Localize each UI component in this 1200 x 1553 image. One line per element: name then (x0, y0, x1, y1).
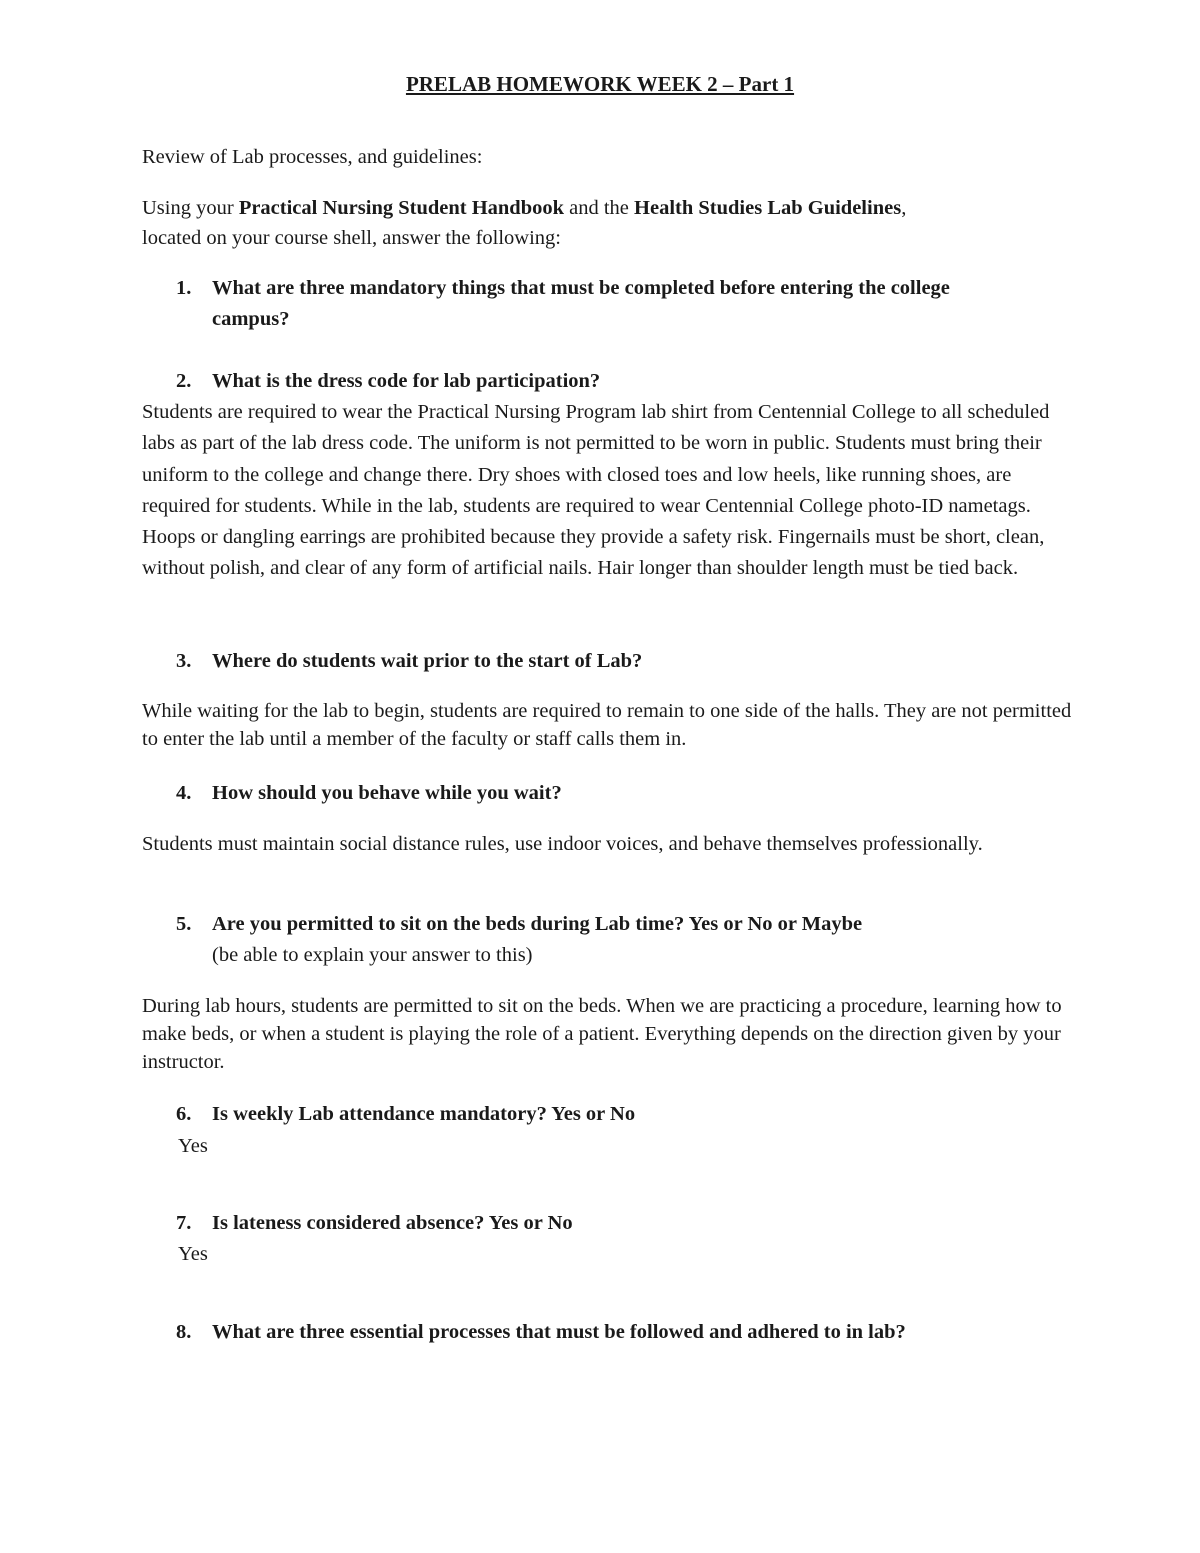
question-text: What are three essential processes that must be followed and adhered to in lab? (212, 1321, 906, 1343)
question-4 (176, 778, 1076, 809)
intro-comma: , (901, 197, 907, 219)
question-text: What are three mandatory things that must be completed before entering the college (212, 277, 950, 299)
question-3 (176, 646, 1076, 677)
answer-6: Yes (178, 1135, 208, 1157)
question-2 (176, 366, 1076, 397)
question-text: What is the dress code for lab participation? (212, 370, 601, 392)
question-text: Is weekly Lab attendance mandatory? Yes or No (212, 1103, 636, 1125)
answer-5: During lab hours, students are permitted to sit on the beds. When we are practicing a procedure, learning how to make beds, or when a student is playing the role of a patient. Everything depends on the direction given by your instructor. (142, 995, 1062, 1073)
intro-instructions (142, 193, 1072, 253)
question-number: 5. (176, 913, 192, 935)
answer-4: Students must maintain social distance rules, use indoor voices, and behave themselves professionally. (142, 833, 983, 855)
answer-2: Students are required to wear the Practical Nursing Program lab shirt from Centennial College to all scheduled labs as part of the lab dress code. The uniform is not permitted to be worn in public. Students must bring their uniform to the college and change there. Dry shoes with closed toes and low heels, like running shoes, are required for students. While in the lab, students are required to wear Centennial College photo-ID nametags. Hoops or dangling earrings are prohibited because they provide a safety risk. Fingernails must be short, clean, without polish, and clear of any form of artificial nails. Hair longer than shoulder length must be tied back. (142, 401, 1050, 580)
handbook-name: Practical Nursing Student Handbook (238, 197, 565, 219)
question-number: 6. (176, 1103, 192, 1125)
question-number: 4. (176, 782, 192, 804)
intro-and-the: and the (564, 197, 635, 219)
intro-using-prefix: Using your (142, 197, 239, 219)
page-title: PRELAB HOMEWORK WEEK 2 – Part 1 (405, 72, 795, 96)
answer-7: Yes (178, 1243, 208, 1265)
answer-3: While waiting for the lab to begin, students are required to remain to one side of the halls. They are not permitted to enter the lab until a member of the faculty or staff calls them in. (142, 700, 1072, 750)
question-text: Is lateness considered absence? Yes or No (212, 1212, 573, 1234)
intro-review: Review of Lab processes, and guidelines: (142, 146, 483, 168)
question-number: 8. (176, 1321, 192, 1343)
question-number: 7. (176, 1212, 192, 1234)
guidelines-name: Health Studies Lab Guidelines (634, 197, 902, 219)
question-number: 1. (176, 277, 192, 299)
question-7 (176, 1208, 1076, 1239)
question-text: Are you permitted to sit on the beds during Lab time? Yes or No or Maybe (212, 913, 863, 935)
question-6 (176, 1099, 1076, 1130)
question-number: 2. (176, 370, 192, 392)
question-5-subtext: (be able to explain your answer to this) (212, 944, 533, 966)
question-text-continued: campus? (212, 308, 290, 330)
question-text: How should you behave while you wait? (212, 782, 562, 804)
question-8 (176, 1317, 1076, 1348)
question-5 (176, 909, 1076, 940)
intro-located: located on your course shell, answer the following: (142, 227, 561, 249)
question-number: 3. (176, 650, 192, 672)
question-text: Where do students wait prior to the start of Lab? (212, 650, 643, 672)
question-1 (176, 273, 1076, 335)
